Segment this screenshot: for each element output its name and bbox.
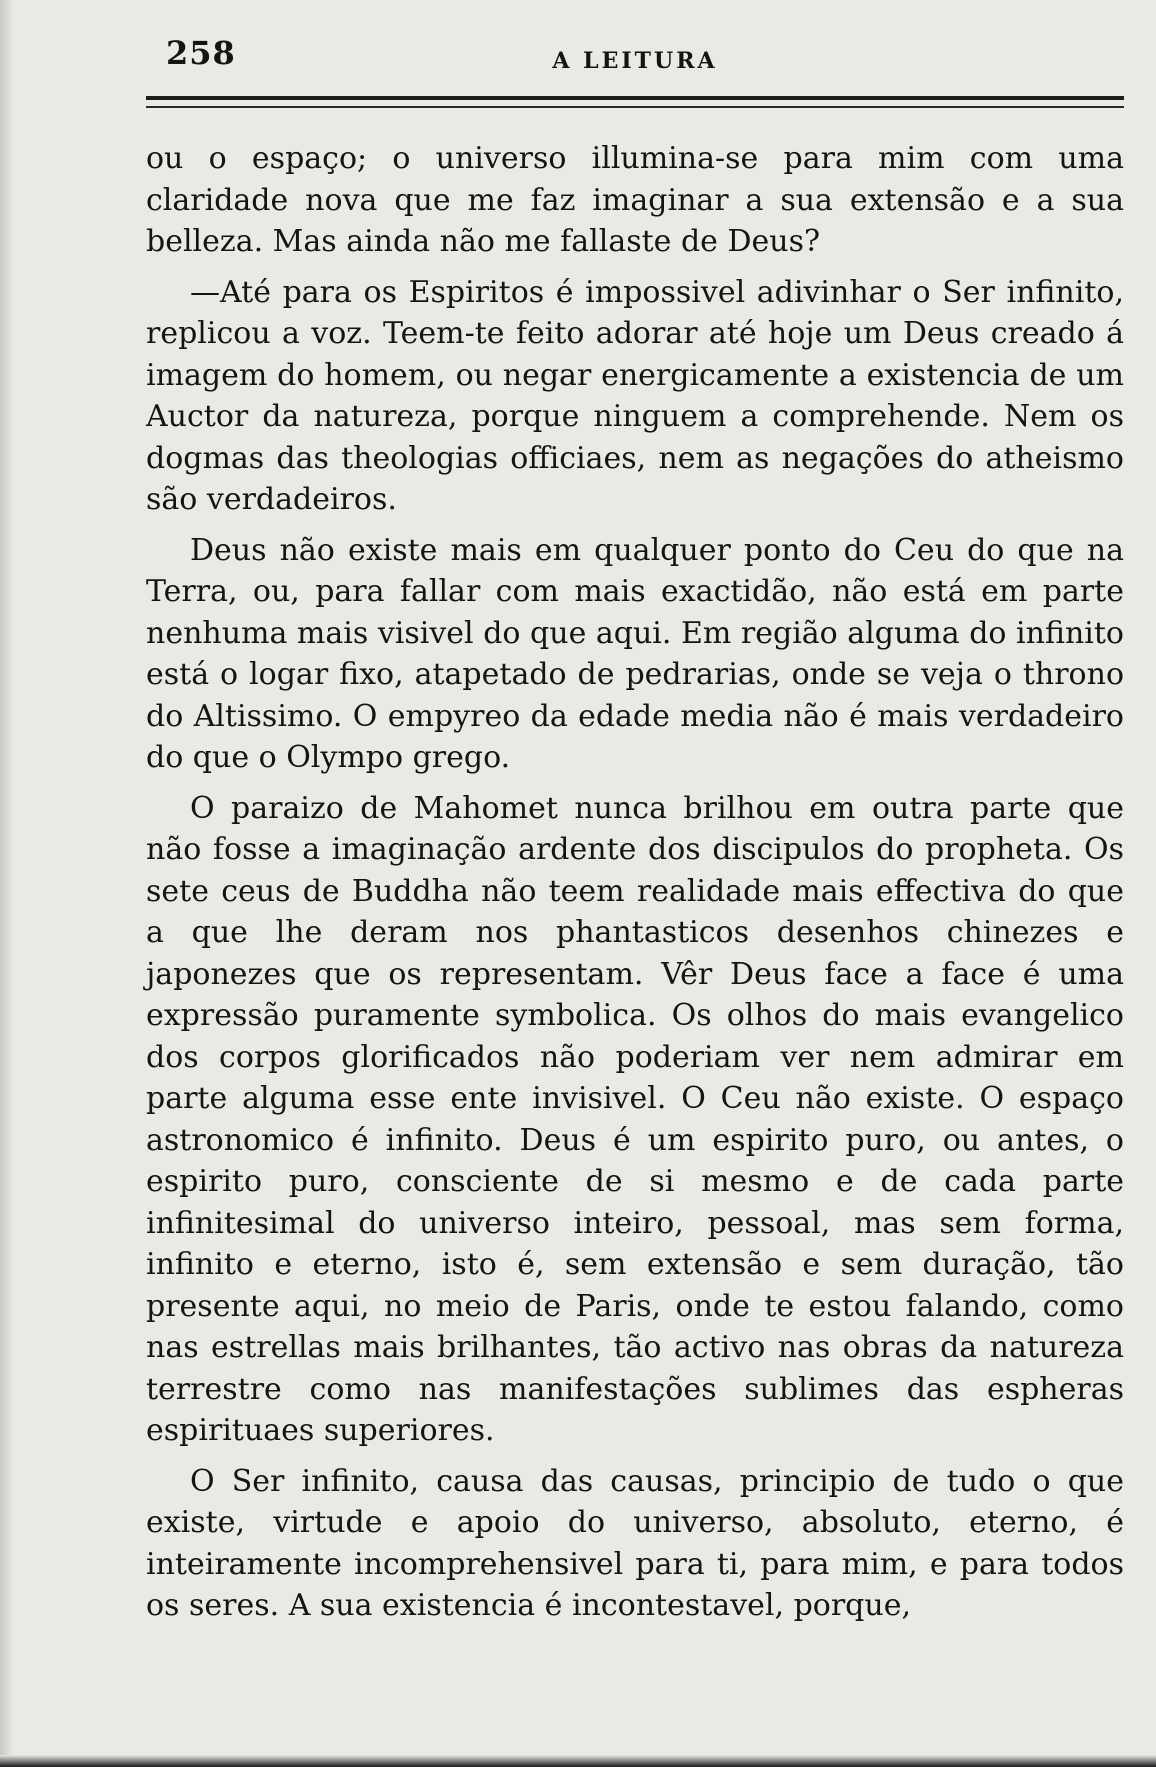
book-page xyxy=(146,30,1124,1752)
paragraph-1: ou o espaço; o universo illumina-se para mim com uma claridade nova que me faz imaginar a sua extensão e a sua belleza. Mas ainda não me fallaste de Deus? xyxy=(146,141,1124,259)
page-number: 258 xyxy=(166,34,236,72)
header-rule-thin xyxy=(146,106,1124,108)
scan-shadow-left xyxy=(0,0,14,1767)
body-text xyxy=(146,138,1124,1636)
scan-shadow-bottom xyxy=(0,1755,1156,1767)
running-title: A LEITURA xyxy=(552,48,718,74)
paragraph-4: O paraizo de Mahomet nunca brilhou em outra parte que não fosse a imaginação ardente dos discipulos do propheta. Os sete ceus de Buddha não teem realidade mais effectiva do que a que lhe deram nos phantasticos desenhos chinezes e japonezes que os representam. Vêr Deus face a face é uma expressão puramente symbolica. Os olhos do mais evangelico dos corpos glorificados não poderiam ver nem admirar em parte alguma esse ente invisivel. O Ceu não existe. O espaço astronomico é infinito. Deus é um espirito puro, ou antes, o espirito puro, consciente de si mesmo e de cada parte infinitesimal do universo inteiro, pessoal, mas sem forma, infinito e eterno, isto é, sem extensão e sem duração, tão presente aqui, no meio de Paris, onde te estou falando, como nas estrellas mais brilhantes, tão activo nas obras da natureza terrestre como nas manifestações sublimes das espheras espirituaes superiores. xyxy=(146,790,1124,1448)
header-rule-thick xyxy=(146,96,1124,100)
paragraph-5: O Ser infinito, causa das causas, principio de tudo o que existe, virtude e apoio do universo, absoluto, eterno, é inteiramente incomprehensivel para ti, para mim, e para todos os seres. A sua existencia é incontestavel, porque, xyxy=(146,1463,1124,1623)
paragraph-3: Deus não existe mais em qualquer ponto do Ceu do que na Terra, ou, para fallar com mais exactidão, não está em parte nenhuma mais visivel do que aqui. Em região alguma do infinito está o logar fixo, atapetado de pedrarias, onde se veja o throno do Altissimo. O empyreo da edade media não é mais verdadeiro do que o Olympo grego. xyxy=(146,532,1124,775)
page-header xyxy=(146,30,1124,90)
paragraph-2: —Até para os Espiritos é impossivel adivinhar o Ser infinito, replicou a voz. Teem-te feito adorar até hoje um Deus creado á imagem do homem, ou negar energicamente a existencia de um Auctor da natureza, porque ninguem a comprehende. Nem os dogmas das theologias officiaes, nem as negações do atheismo são verdadeiros. xyxy=(146,274,1124,517)
